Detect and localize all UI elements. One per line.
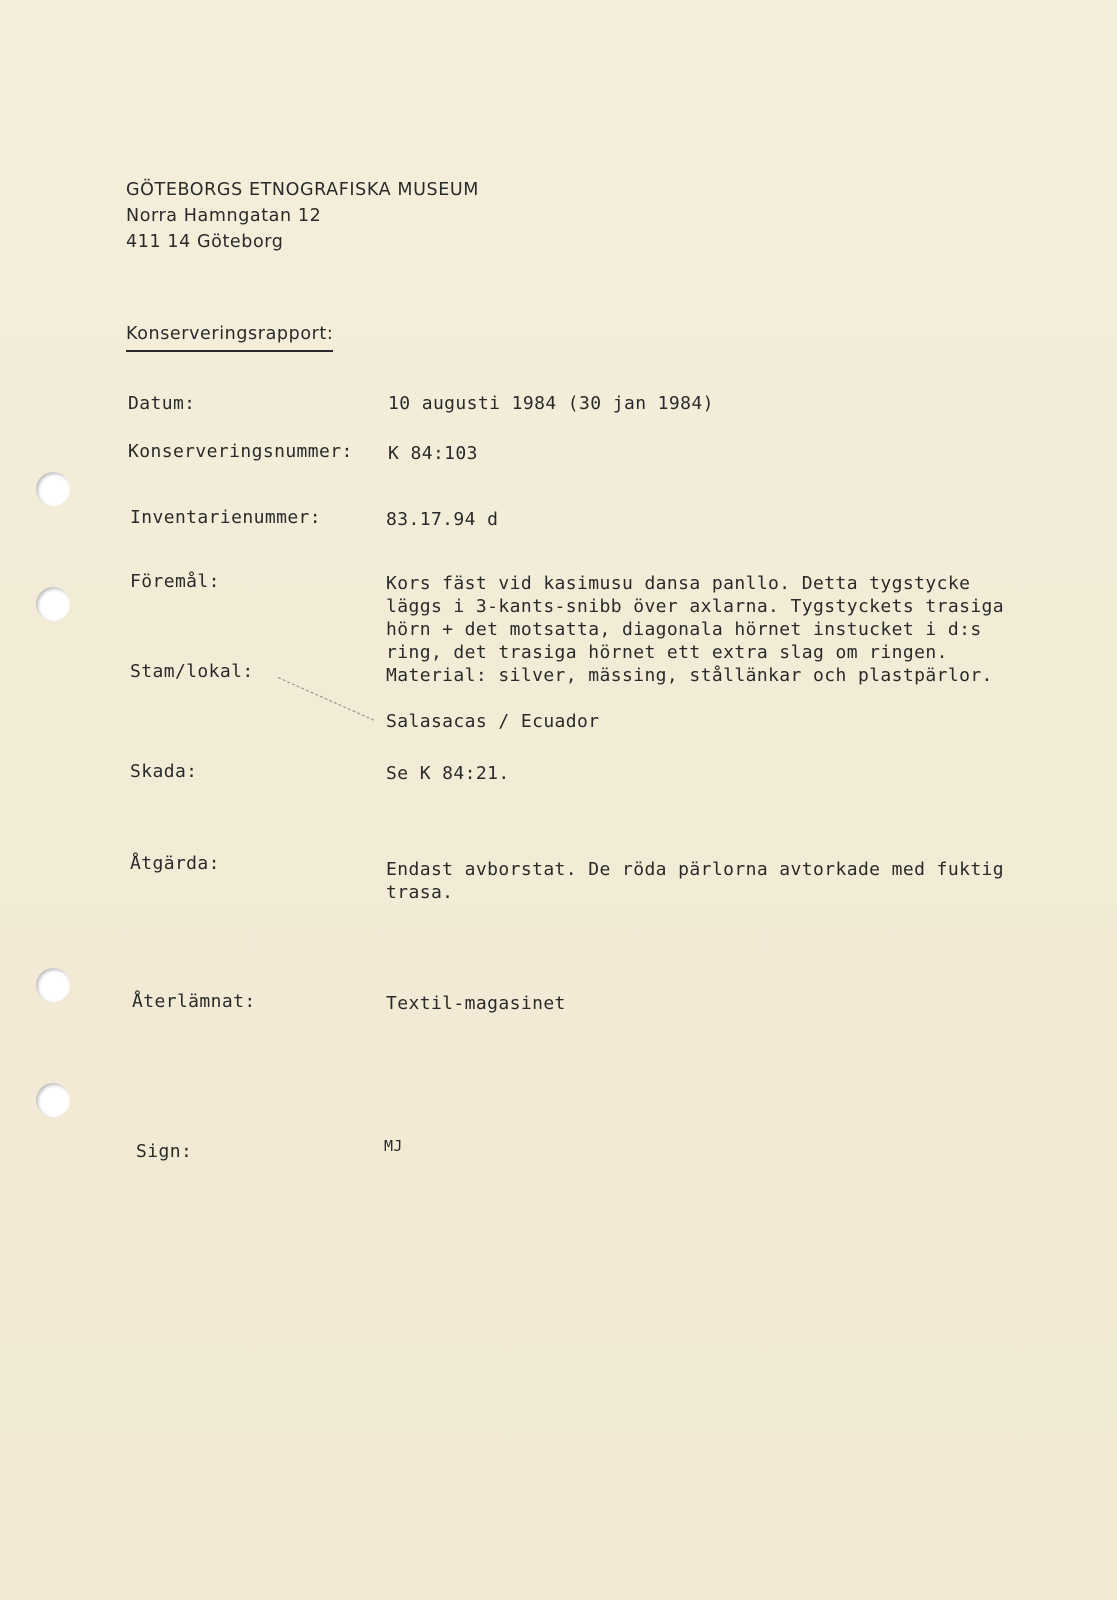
- stam-lokal-label: Stam/lokal:: [130, 661, 254, 682]
- foremal-line: Kors fäst vid kasimusu dansa panllo. Detta tygstycke: [386, 573, 971, 594]
- inventarienummer-value: 83.17.94 d: [386, 509, 499, 530]
- stam-lokal-value: Salasacas / Ecuador: [386, 711, 600, 732]
- foremal-label: Föremål:: [130, 571, 220, 592]
- datum-value: 10 augusti 1984 (30 jan 1984): [388, 393, 714, 414]
- punch-hole: [36, 587, 70, 621]
- skada-label: Skada:: [130, 761, 198, 782]
- report-title: Konserveringsrapport:: [126, 320, 333, 352]
- foremal-line: läggs i 3-kants-snibb över axlarna. Tygstyckets trasiga: [386, 596, 1005, 617]
- skada-value: Se K 84:21.: [386, 763, 510, 784]
- atgarda-label: Åtgärda:: [130, 853, 220, 874]
- foremal-line: hörn + det motsatta, diagonala hörnet instucket i d:s: [386, 619, 982, 640]
- datum-label: Datum:: [128, 393, 196, 414]
- atgarda-line: Endast avborstat. De röda pärlorna avtorkade med fuktig: [386, 859, 1005, 880]
- institution-name: GÖTEBORGS ETNOGRAFISKA MUSEUM: [126, 180, 479, 200]
- foremal-line: ring, det trasiga hörnet ett extra slag om ringen.: [386, 642, 948, 663]
- punch-hole: [36, 968, 70, 1002]
- aterlamnat-label: Återlämnat:: [132, 991, 256, 1012]
- konserveringsnummer-value: K 84:103: [388, 443, 478, 464]
- punch-hole: [36, 472, 70, 506]
- konserveringsnummer-label: Konserveringsnummer:: [128, 441, 353, 462]
- inventarienummer-label: Inventarienummer:: [130, 507, 322, 528]
- aterlamnat-value: Textil-magasinet: [386, 993, 566, 1014]
- punch-hole: [36, 1083, 70, 1117]
- sign-value: MJ: [384, 1137, 403, 1155]
- atgarda-line: trasa.: [386, 882, 454, 903]
- foremal-line: Material: silver, mässing, stållänkar och plastpärlor.: [386, 665, 993, 686]
- sign-label: Sign:: [136, 1141, 193, 1162]
- pointer-line: [278, 677, 374, 721]
- street-address: Norra Hamngatan 12: [126, 206, 322, 226]
- city-address: 411 14 Göteborg: [126, 232, 284, 252]
